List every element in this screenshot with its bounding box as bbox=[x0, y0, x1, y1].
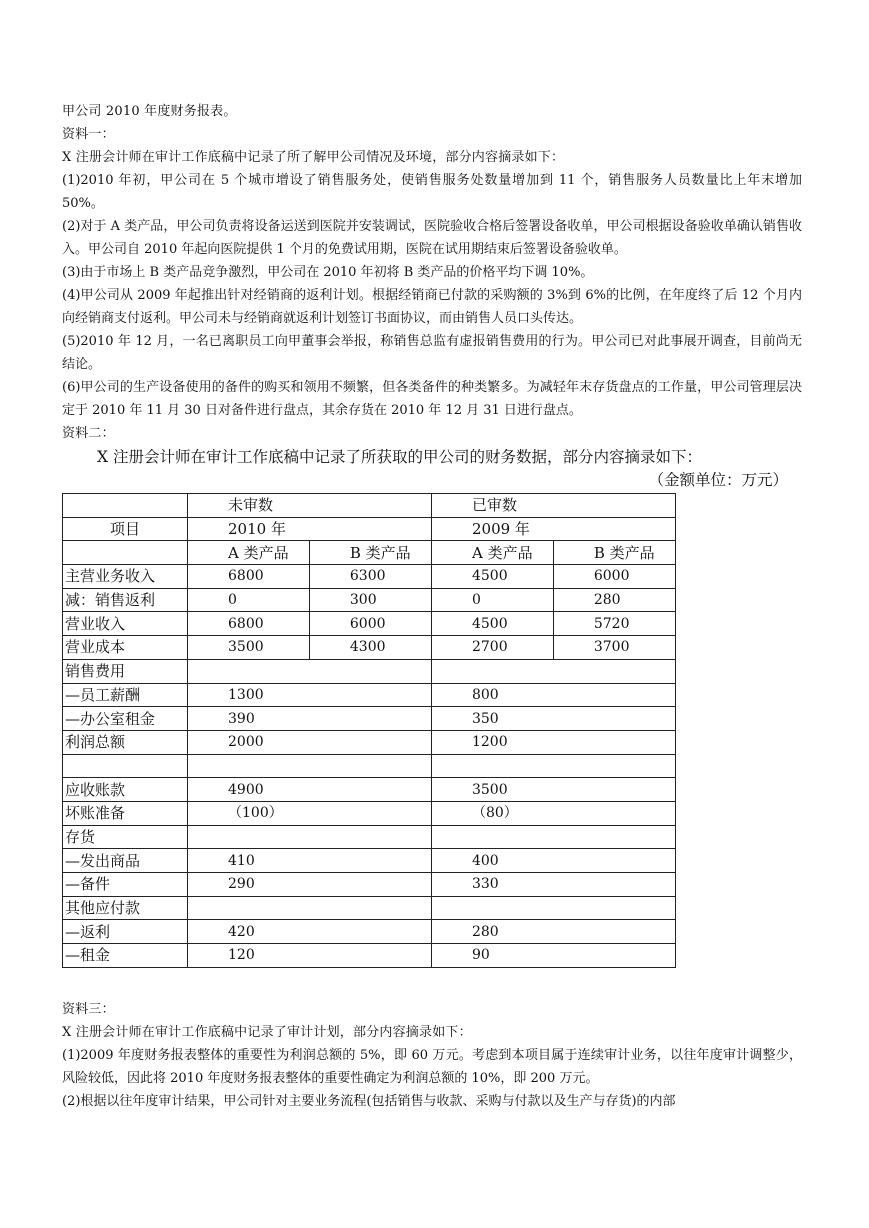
table-row bbox=[63, 754, 676, 778]
table-row bbox=[63, 565, 676, 589]
table-cell: 90 bbox=[431, 944, 675, 968]
table-cell: 300 bbox=[309, 588, 431, 612]
header-audited: 已审数 bbox=[431, 494, 675, 518]
row-label: 营业收入 bbox=[63, 612, 188, 636]
row-label: 减：销售返利 bbox=[63, 588, 188, 612]
table-row bbox=[63, 896, 676, 920]
material1-item: (5)2010 年 12 月，一名已离职员工向甲董事会举报，称销售总监有虚报销售费用的行为。甲公司已对此事展开调查，目前尚无结论。 bbox=[62, 334, 802, 372]
table-cell: 3500 bbox=[431, 778, 675, 802]
table-cell: 350 bbox=[431, 707, 675, 731]
table-cell: 390 bbox=[188, 707, 432, 731]
table-cell bbox=[188, 659, 432, 683]
header-b-2009: B 类产品 bbox=[553, 541, 675, 565]
table-cell bbox=[188, 896, 432, 920]
material2-intro: X 注册会计师在审计工作底稿中记录了所获取的甲公司的财务数据，部分内容摘录如下： bbox=[97, 448, 702, 466]
table-cell: 5720 bbox=[553, 612, 675, 636]
table-cell: 3700 bbox=[553, 636, 675, 660]
table-row bbox=[63, 588, 676, 612]
amount-unit-note: （金额单位：万元） bbox=[648, 471, 788, 489]
row-label: 利润总额 bbox=[63, 730, 188, 754]
row-label: 存货 bbox=[63, 825, 188, 849]
table-cell bbox=[431, 825, 675, 849]
table-header-row bbox=[63, 517, 676, 541]
table-cell: 0 bbox=[431, 588, 553, 612]
table-cell: 2000 bbox=[188, 730, 432, 754]
table-row bbox=[63, 778, 676, 802]
row-label bbox=[63, 754, 188, 778]
row-label: —办公室租金 bbox=[63, 707, 188, 731]
table-cell: 1300 bbox=[188, 683, 432, 707]
table-cell bbox=[431, 896, 675, 920]
table-cell: 4900 bbox=[188, 778, 432, 802]
material1-item: (1)2010 年初，甲公司在 5 个城市增设了销售服务处，使销售服务处数量增加到 11 个，销售服务人员数量比上年末增加 50%。 bbox=[62, 173, 802, 211]
header-a-2010: A 类产品 bbox=[188, 541, 310, 565]
table-cell: 2700 bbox=[431, 636, 553, 660]
material1-item: (2)对于 A 类产品，甲公司负责将设备运送到医院并安装调试，医院验收合格后签署设备收单，甲公司根据设备验收单确认销售收入。甲公司自 2010 年起向医院提供 1 个月的免费试用期，医院在试用期结束后签署设备验收单。 bbox=[62, 219, 802, 257]
table-cell bbox=[188, 825, 432, 849]
table-cell: 3500 bbox=[188, 636, 310, 660]
table-cell: 6000 bbox=[309, 612, 431, 636]
table-cell bbox=[431, 659, 675, 683]
row-label: —租金 bbox=[63, 944, 188, 968]
row-label: —员工薪酬 bbox=[63, 683, 188, 707]
row-label: 坏账准备 bbox=[63, 801, 188, 825]
table-cell: 120 bbox=[188, 944, 432, 968]
table-cell: 4500 bbox=[431, 565, 553, 589]
table-cell: （100） bbox=[188, 801, 432, 825]
table-cell: 400 bbox=[431, 849, 675, 873]
table-cell: 290 bbox=[188, 873, 432, 897]
material1-item: (4)甲公司从 2009 年起推出针对经销商的返利计划。根据经销商已付款的采购额的 3%到 6%的比例，在年度终了后 12 个月内向经销商支付返利。甲公司未与经销商就返利计划签订书面协议，而由销售人员口头传达。 bbox=[62, 288, 802, 326]
table-row bbox=[63, 920, 676, 944]
material1-item: (6)甲公司的生产设备使用的备件的购买和领用不频繁，但各类备件的种类繁多。为减轻年末存货盘点的工作量，甲公司管理层决定于 2010 年 11 月 30 日对备件进行盘点，其余存货在 2010 年 12 月 31 日进行盘点。 bbox=[62, 380, 802, 418]
material3-intro: X 注册会计师在审计工作底稿中记录了审计计划，部分内容摘录如下： bbox=[62, 1024, 472, 1040]
table-header-row bbox=[63, 494, 676, 518]
table-cell: 0 bbox=[188, 588, 310, 612]
table-row bbox=[63, 825, 676, 849]
material3-item: (1)2009 年度财务报表整体的重要性为利润总额的 5%，即 60 万元。考虑到本项目属于连续审计业务，以往年度审计调整少，风险较低，因此将 2010 年度财务报表整体的重要性确定为利润总额的 10%，即 200 万元。 bbox=[62, 1047, 802, 1086]
table-row bbox=[63, 730, 676, 754]
material3-title: 资料三： bbox=[62, 1001, 115, 1017]
header-item: 项目 bbox=[63, 517, 188, 541]
header-year-2009: 2009 年 bbox=[431, 517, 675, 541]
header-line: 甲公司 2010 年度财务报表。 bbox=[62, 104, 237, 119]
table-cell: 6000 bbox=[553, 565, 675, 589]
table-cell: 800 bbox=[431, 683, 675, 707]
header-b-2010: B 类产品 bbox=[309, 541, 431, 565]
table-cell: 1200 bbox=[431, 730, 675, 754]
table-cell: 4300 bbox=[309, 636, 431, 660]
table-cell: 280 bbox=[553, 588, 675, 612]
table-cell: （80） bbox=[431, 801, 675, 825]
material1-title: 资料一： bbox=[62, 127, 115, 142]
table-header-row bbox=[63, 541, 676, 565]
table-row bbox=[63, 612, 676, 636]
header-unaudited: 未审数 bbox=[188, 494, 432, 518]
table-row bbox=[63, 636, 676, 660]
table-row bbox=[63, 849, 676, 873]
material2-title: 资料二： bbox=[62, 426, 115, 441]
row-label: 营业成本 bbox=[63, 636, 188, 660]
row-label: 主营业务收入 bbox=[63, 565, 188, 589]
row-label: 其他应付款 bbox=[63, 896, 188, 920]
table-cell: 280 bbox=[431, 920, 675, 944]
table-cell bbox=[431, 754, 675, 778]
document-page bbox=[62, 100, 802, 1113]
table-cell bbox=[63, 494, 188, 518]
table-cell: 410 bbox=[188, 849, 432, 873]
table-row bbox=[63, 873, 676, 897]
table-row bbox=[63, 683, 676, 707]
header-a-2009: A 类产品 bbox=[431, 541, 553, 565]
table-cell: 6800 bbox=[188, 565, 310, 589]
material1-item: (3)由于市场上 B 类产品竞争激烈，甲公司在 2010 年初将 B 类产品的价格平均下调 10%。 bbox=[62, 265, 594, 280]
table-row bbox=[63, 801, 676, 825]
table-cell bbox=[63, 541, 188, 565]
header-year-2010: 2010 年 bbox=[188, 517, 432, 541]
table-cell bbox=[188, 754, 432, 778]
table-row bbox=[63, 707, 676, 731]
material3-item: (2)根据以往年度审计结果，甲公司针对主要业务流程(包括销售与收款、采购与付款以及生产与存货)的内部 bbox=[62, 1093, 676, 1109]
table-cell: 4500 bbox=[431, 612, 553, 636]
table-row bbox=[63, 944, 676, 968]
material1-intro: X 注册会计师在审计工作底稿中记录了所了解甲公司情况及环境，部分内容摘录如下： bbox=[62, 150, 565, 165]
row-label: —发出商品 bbox=[63, 849, 188, 873]
table-row bbox=[63, 659, 676, 683]
table-cell: 6300 bbox=[309, 565, 431, 589]
table-cell: 330 bbox=[431, 873, 675, 897]
table-cell: 420 bbox=[188, 920, 432, 944]
table-cell: 6800 bbox=[188, 612, 310, 636]
row-label: —返利 bbox=[63, 920, 188, 944]
row-label: 销售费用 bbox=[63, 659, 188, 683]
row-label: —备件 bbox=[63, 873, 188, 897]
financial-data-table bbox=[62, 493, 676, 968]
row-label: 应收账款 bbox=[63, 778, 188, 802]
